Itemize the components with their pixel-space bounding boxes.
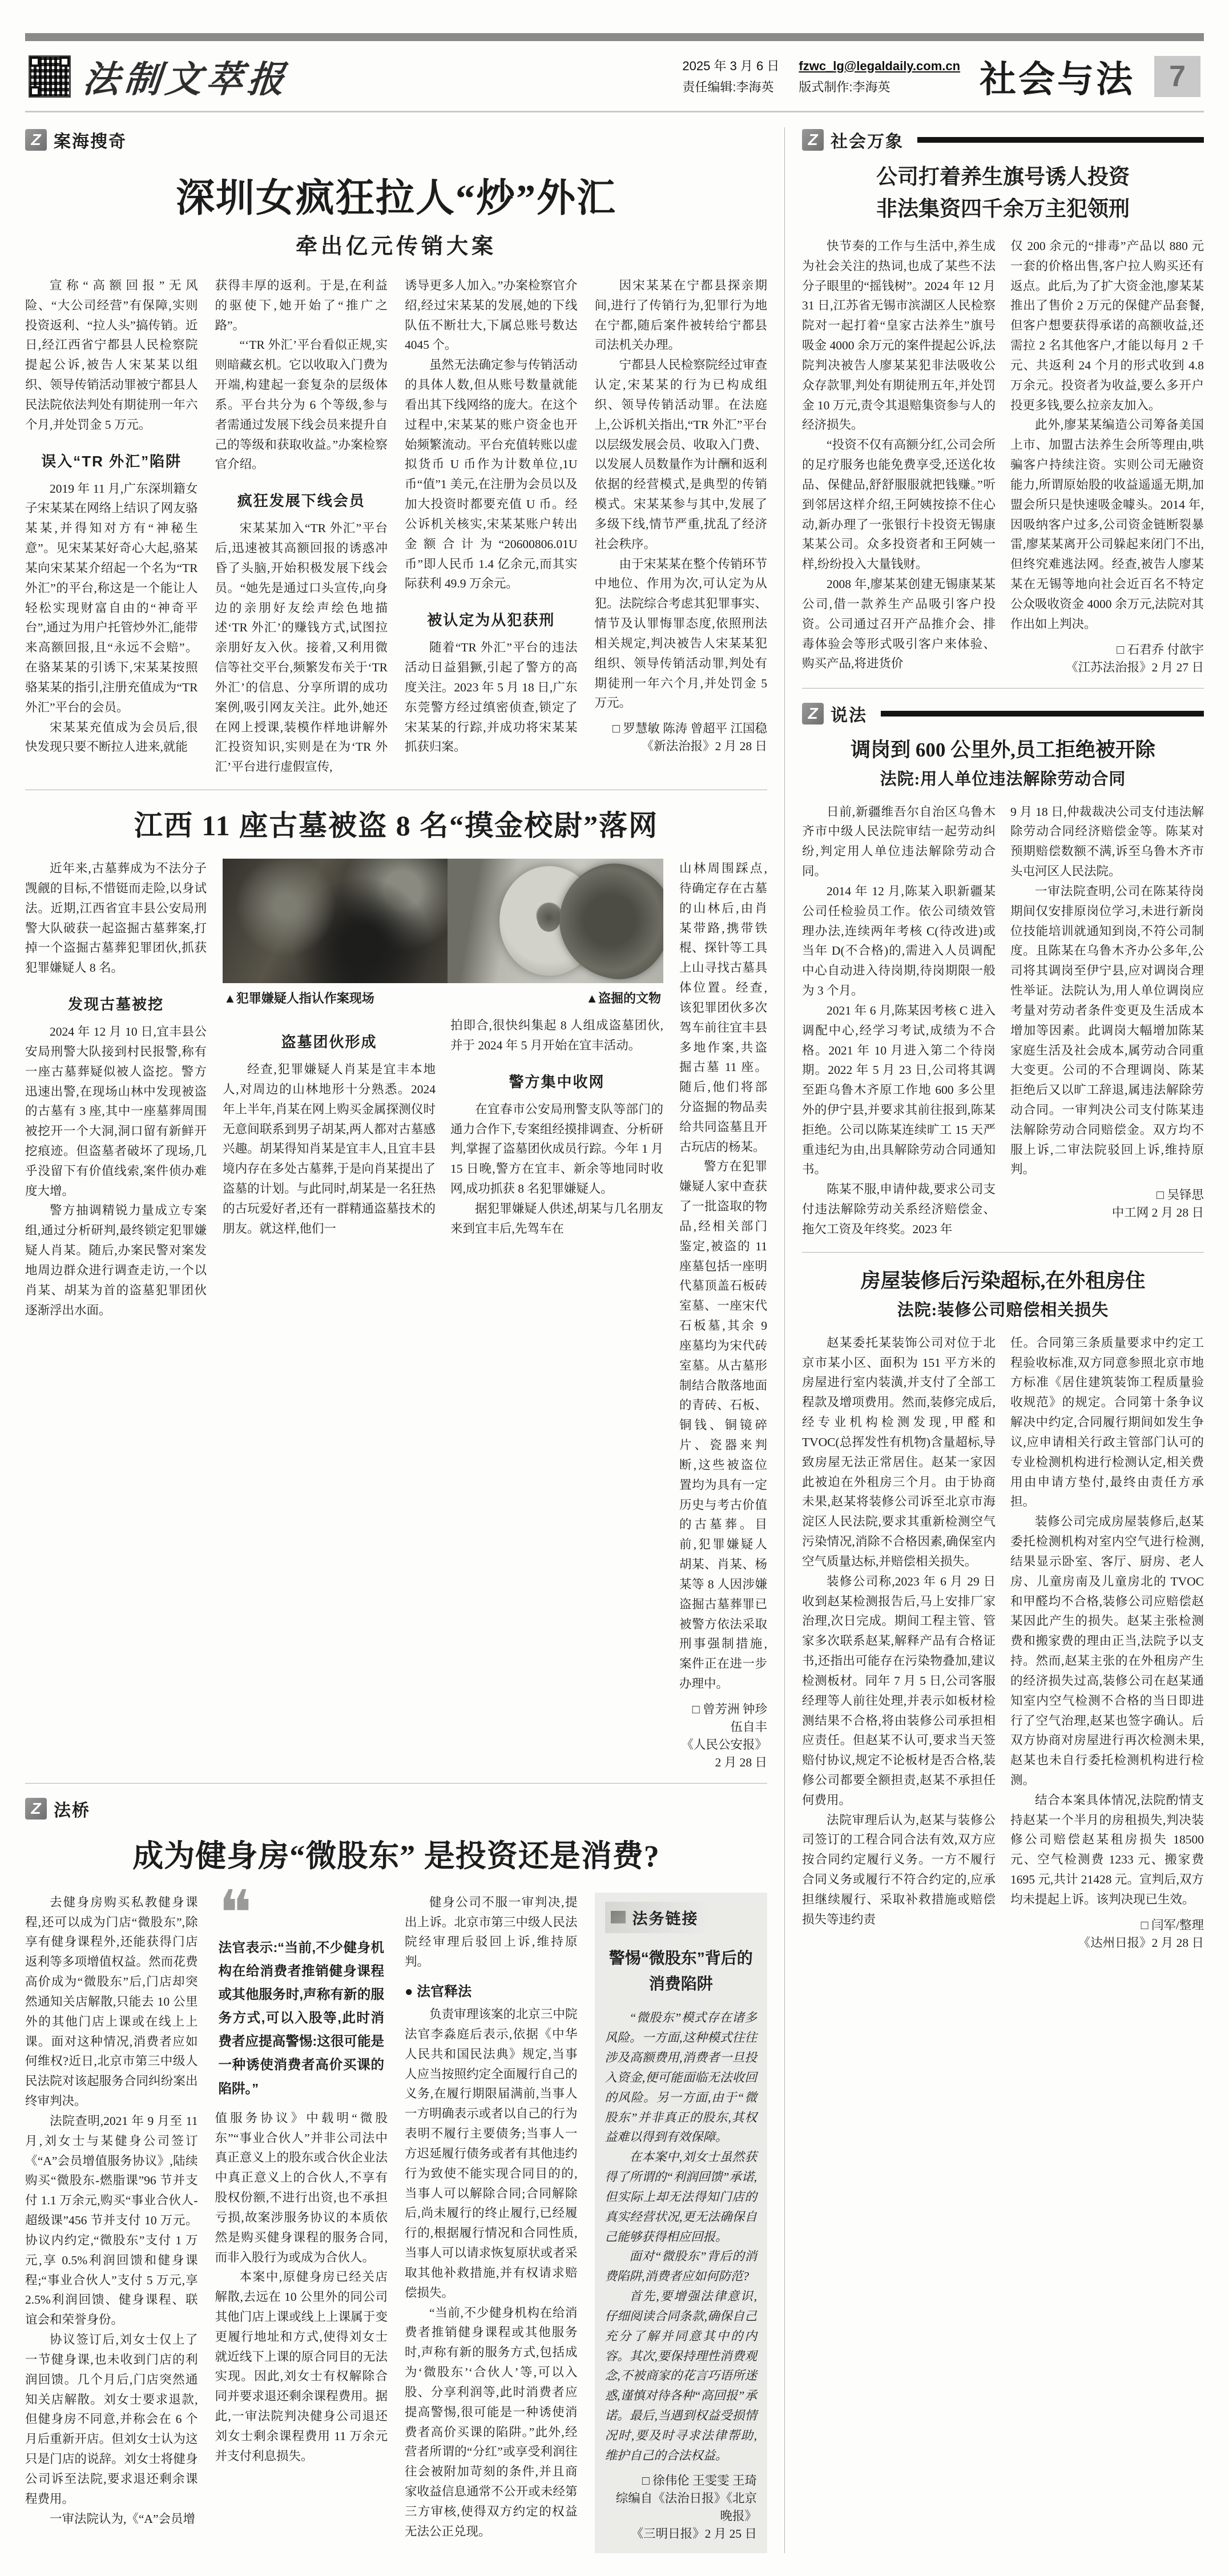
article-c-col-2 — [215, 1878, 388, 2554]
body-paragraph: 诱导更多人加入。”办案检察官介绍,经过宋某某的发展,她的下线队伍不断壮大,下属总账号数达 4045 个。 — [405, 279, 578, 352]
body-paragraph: 因宋某某在宁都县探亲期间,进行了传销行为,犯罪行为地在宁都,随后案件被转给宁都县司法机关办理。 — [594, 279, 767, 352]
section-badge-shehui — [802, 127, 1204, 152]
layout-credit: 版式制作:李海英 — [799, 80, 890, 94]
body-paragraph: “投资不仅有高额分红,公司会所的足疗服务也能免费享受,还送化妆品、保健品,舒舒服服就把钱赚。”听到邻居这样介绍,王阿姨按捺不住心动,新办理了一张银行卡投资无锡康某某公司。众多投资者和王阿姨一样,纷纷投入大量钱财。 — [802, 438, 996, 571]
top-divider-bar — [25, 33, 1204, 41]
issue-info — [682, 55, 779, 98]
article-d-headline-line1: 公司打着养生旗号诱人投资 — [876, 166, 1130, 189]
article-d-col-2 — [1010, 236, 1204, 675]
byline: □ 吴铎思 — [1157, 1188, 1204, 1202]
body-paragraph: 9 月 18 日,仲裁裁决公司支付违法解除劳动合同经济赔偿金等。陈某对预期赔偿数额不满,诉至乌鲁木齐市头屯河区人民法院。 — [1010, 804, 1204, 879]
byline: □ 徐伟伦 王雯雯 王琦 — [642, 2474, 757, 2488]
paper-z-icon: Z — [25, 129, 47, 151]
article-e-headline: 调岗到 600 公里外,员工拒绝被开除 — [851, 738, 1155, 761]
body-paragraph: 宋某某充值成为会员后,很快发现只要不断拉人进来,就能 — [25, 720, 198, 754]
paper-z-icon: Z — [802, 703, 824, 724]
section-badge-label: 案海搜奇 — [54, 132, 127, 151]
divider — [802, 1252, 1204, 1253]
article-wellness-fundraising — [802, 127, 1204, 675]
body-paragraph: 警方在犯罪嫌疑人家中查获了一批盗取的物品,经相关部门鉴定,被盗的 11 座墓包括一座明代墓顶盖石板砖室墓、一座宋代石板墓,其余 9 座墓均为宋代砖室墓。从古墓形制结合散落地面的青砖、石板、铜钱、铜镜碎片、瓷器来判断,这些被盗位置均为具有一定历史与考古价值的古墓葬。目前,犯罪嫌疑人胡某、肖某、杨某等 8 人因涉嫌盗掘古墓葬罪已被警方依法采取刑事强制措施,案件正在进一步办理中。 — [679, 1160, 767, 1690]
photo-caption-left: ▲犯罪嫌疑人指认作案现场 — [224, 991, 374, 1006]
article-renovation-pollution — [802, 1265, 1204, 1951]
source-line: 《人民公安报》2 月 28 日 — [681, 1737, 767, 1769]
body-paragraph: 宣称“高额回报”无风险、“大公司经营”有保障,实则投资返利、“拉人头”搞传销。近日,经江西省宁都县人民检察院提起公诉,被告人宋某某以组织、领导传销活动罪被宁都县人民法院依法判处有期徒刑一年六个月,并处罚金 5 万元。 — [25, 279, 198, 432]
byline: □ 石君乔 付歆宇 — [1117, 642, 1204, 657]
body-paragraph: 2024 年 12 月 10 日,宜丰县公安局刑警大队接到村民报警,称有一座古墓葬疑似被人盗挖。警方迅速出警,在现场山林中发现被盗的古墓有 3 座,其中一座墓葬周围被挖开一个大洞,洞口留有新鲜开挖痕迹。但盗墓者破坏了现场,几乎没留下有价值线索,案件侦办难度大增。 — [25, 1025, 207, 1198]
article-job-transfer — [802, 701, 1204, 1239]
right-region — [784, 127, 1204, 2553]
article-a-col-2 — [215, 276, 388, 777]
article-tomb-raiders — [25, 803, 767, 1770]
article-a-col-4 — [595, 276, 768, 777]
article-e-subtitle: 法院:用人单位违法解除劳动合同 — [880, 770, 1126, 788]
article-b-col-4 — [679, 859, 767, 1770]
body-paragraph: 随着“TR 外汇”平台的违法活动日益猖獗,引起了警方的高度关注。2023 年 5 月 18 日,广东东莞警方经过缜密侦查,锁定了宋某某的行踪,并成功将宋某某抓获归案。 — [405, 641, 578, 754]
article-e-col-2 — [1010, 802, 1204, 1239]
body-paragraph: 结合本案具体情况,法院酌情支持赵某一个半月的房租损失,判决装修公司赔偿赵某租房损失 18500 元、空气检测费 1233 元、搬家费 1695 元,共计 21428 元。宣判后,双方均未提起上诉。该判决现已生效。 — [1010, 1793, 1204, 1906]
news-photos — [223, 859, 663, 983]
photo-caption-right: ▲盗掘的文物 — [586, 991, 661, 1006]
body-paragraph: 本案中,原健身房已经关店解散,去远在 10 公里外的同公司其他门店上课或线上上课属于变更履行地址和方式,使得刘女士就近线下上课的原合同目的无法实现。因此,刘女士有权解除合同并要求退还剩余课程费用。据此,一审法院判决健身公司退还刘女士剩余课程费用 11 万余元并支付利息损失。 — [215, 2270, 388, 2463]
body-paragraph: 健身公司不服一审判决,提出上诉。北京市第三中级人民法院经审理后驳回上诉,维持原判。 — [405, 1895, 578, 1969]
divider — [25, 1783, 767, 1784]
body-paragraph: 山林周围踩点,待确定存在古墓的山林后,由肖某带路,携带铁棍、探针等工具上山寻找古墓具体位置。经查,该犯罪团伙多次驾车前往宜丰县多地作案,共盗掘古墓 11 座。随后,他们将部分盗掘的物品卖给共同盗墓且开古玩店的杨某。 — [679, 862, 767, 1154]
legal-link-header — [605, 1902, 757, 1933]
body-paragraph: 任。合同第三条质量要求中约定工程验收标准,双方同意参照北京市地方标准《居住建筑装饰工程质量验收规范》的规定。合同第十条争议解决中约定,合同履行期间如发生争议,应申请相关行政主管部门认可的专业检测机构进行检测认定,相关费用由申请方垫付,最终由责任方承担。 — [1010, 1335, 1204, 1509]
byline: □ 闫军/整理 — [1141, 1918, 1204, 1932]
body-paragraph: 2014 年 12 月,陈某入职新疆某公司任检验员工作。依公司绩效管理办法,连续两年考核 C(待改进)或当年 D(不合格)的,需进入人员调配中心自动进入待岗期,待岗期限一般为 3 个月。 — [802, 884, 996, 998]
body-paragraph: 据犯罪嫌疑人供述,胡某与几名朋友来到宜丰后,先驾车在 — [450, 1201, 663, 1235]
section-badge-faqiao — [25, 1796, 767, 1821]
section-title: 社会与法 — [980, 59, 1135, 100]
article-a-subhead: 牵出亿元传销大案 — [295, 235, 497, 259]
contact-info — [799, 55, 960, 98]
body-paragraph: 日前,新疆维吾尔自治区乌鲁木齐市中级人民法院审结一起劳动纠纷,判定用人单位违法解除劳动合同。 — [802, 804, 996, 879]
body-paragraph: 装修公司完成房屋装修后,赵某委托检测机构对室内空气进行检测,结果显示卧室、客厅、厨房、老人房、儿童房南及儿童房北的 TVOC 和甲醛均不合格,装修公司应赔偿赵某因此产生的损失。赵某主张检测费和搬家费的理由正当,法院予以支持。然而,赵某主张的在外租房产生的经济损失过高,装修公司在赵某通知室内空气检测不合格的当日即进行了空气治理,赵某也签字确认。后双方协商对房屋进行再次检测未果,赵某也未自行委托检测机构进行检测。 — [1010, 1515, 1204, 1787]
article-a-col-1 — [25, 276, 198, 777]
crime-scene-photo — [223, 859, 448, 983]
article-a-col-3 — [405, 276, 578, 777]
article-f-subtitle: 法院:装修公司赔偿相关损失 — [897, 1301, 1109, 1319]
byline: □ 罗慧敏 陈涛 曾超平 江国稳 — [613, 722, 767, 736]
article-b-col-2 — [223, 1016, 436, 1238]
section-badge-label: 说法 — [831, 706, 867, 725]
left-region — [25, 127, 784, 2553]
article-b-middle — [223, 859, 663, 1770]
column-subhead: 发现古墓被挖 — [67, 996, 164, 1013]
body-paragraph: 仅 200 余元的“排毒”产品以 880 元一套的价格出售,客户拉人购买还有返点。此后,为了扩大资金池,廖某某推出了售价 2 万元的保健产品套餐,但客户想要获得承诺的高额收益,还需拉 2 名其他客户,才能以每月 2 千元、共返利 24 个月的形式收到 4.8 万余元。投资者为收益,要么多开户投更多钱,要么拉亲友加入。 — [1010, 239, 1204, 412]
body-paragraph: 虽然无法确定参与传销活动的具体人数,但从账号数量就能看出其下线网络的庞大。在这个过程中,宋某某的账户资金也开始频繁流动。平台充值转账以虚拟货币 U 币作为计数单位,1U 币“值”1 美元,在注册为会员以及加大投资时都要充值 U 币。经公诉机关核实,宋某某账户转出金额合计为“20600806.01U 币”即人民币 1.4 亿余元,而其实际获利 49.9 万余元。 — [405, 358, 578, 591]
body-paragraph: 值服务协议》中载明“微股东”“事业合伙人”并非公司法中真正意义上的股东或合伙企业法中真正意义上的合伙人,不享有股权份额,不进行出资,也不承担亏损,故案涉服务协议的本质依然是购买健身课程的服务合同,而非入股行为或成为合伙人。 — [215, 2111, 388, 2264]
body-paragraph: 首先,要增强法律意识,仔细阅读合同条款,确保自己充分了解并同意其中的内容。其次,要保持理性消费观念,不被商家的花言巧语所迷惑,谨慎对待各种“高回报”承诺。最后,当遇到权益受损情况时,要及时寻求法律帮助,维护自己的合法权益。 — [605, 2289, 757, 2462]
byline: □ 曾芳洲 钟珍 伍自丰 — [692, 1702, 767, 1734]
article-b-col-1 — [25, 859, 207, 1770]
body-paragraph: 法院查明,2021 年 9 月至 11 月,刘女士与某健身公司签订《“A”会员增值服务协议》,陆续购买“微股东-燃脂课”96 节并支付 1.1 万余元,购买“事业合伙人-超级课”456 节并支付 10 万元。协议内约定,“微股东”支付 1 万元,享 0.5%利润回馈和健身课程;“事业合伙人”支付 5 万元,享 2.5%利润回馈、健身课程、联谊会和荣誉身份。 — [25, 2114, 198, 2327]
artifacts-photo — [448, 859, 663, 983]
column-subhead: ● 法官释法 — [405, 1984, 472, 2000]
paper-z-icon: Z — [25, 1798, 47, 1820]
paper-z-icon: Z — [802, 129, 824, 151]
source-line: 《新法治报》2 月 28 日 — [641, 739, 767, 754]
column-subhead: 疯狂发展下线会员 — [237, 492, 365, 510]
paper-title: 法制文萃报 — [81, 59, 291, 100]
body-paragraph: 宋某某加入“TR 外汇”平台后,迅速被其高额回报的诱惑冲昏了头脑,开始积极发展下线会员。“她先是通过口头宣传,向身边的亲朋好友绘声绘色地描述‘TR 外汇’的赚钱方式,试图拉亲朋好友入伙。接着,又利用微信等社交平台,频繁发布关于‘TR 外汇’的信息、分享所谓的成功案例,吸引网友关注。此外,她还在网上授课,装模作样地讲解外汇投资知识,实则是在为‘TR 外汇’平台进行虚假宣传, — [215, 521, 388, 774]
body-paragraph: 经查,犯罪嫌疑人肖某是宜丰本地人,对周边的山林地形十分熟悉。2024 年上半年,肖某在网上购买金属探测仪时无意间联系到男子胡某,两人都对古墓感兴趣。胡某得知肖某是宜丰人,且宜丰县境内存在多处古墓葬,于是向肖某提出了盗墓的计划。与此同时,胡某是一名狂热的古玩爱好者,还有一群精通盗墓技术的朋友。就这样,他们一 — [223, 1062, 436, 1235]
article-b-col-3 — [450, 1016, 663, 1238]
body-paragraph: 装修公司称,2023 年 6 月 29 日收到赵某检测报告后,马上安排厂家治理,次日完成。期间工程主管、管家多次联系赵某,解释产品有合格证书,还指出可能存在污染物叠加,建议检测板材。同年 7 月 5 日,公司客服经理等人前往处理,并表示如板材检测结果不合格,将由装修公司承担相应责任。但赵某不认可,要求当天签赔付协议,规定不论板材是否合格,装修公司都要全额担责,赵某不承担任何费用。 — [802, 1574, 996, 1807]
legal-link-label: 法务链接 — [632, 1910, 699, 1927]
body-paragraph: 2021 年 6 月,陈某因考核 C 进入调配中心,经学习考试,成绩为不合格。2021 年 10 月进入第二个待岗期。2022 年 5 月 23 日,公司将其调至距乌鲁木齐原工作地 600 多公里外的伊宁县,并要求其前往报到,陈某拒绝。公司以陈某连续旷工 15 天严重违纪为由,出具解除劳动合同通知书。 — [802, 1003, 996, 1177]
page-number: 7 — [1154, 56, 1200, 97]
body-paragraph: 宁都县人民检察院经过审查认定,宋某某的行为已构成组织、领导传销活动罪。在法庭上,公诉机关指出,“TR 外汇”平台以层级发展会员、收取入门费、以发展人员数量作为计酬和返利依据的经营模式,是典型的传销模式。宋某某参与其中,发展了多级下线,情节严重,扰乱了经济社会秩序。 — [594, 358, 767, 551]
badge-rule-bar — [881, 711, 1204, 717]
article-a-headline: 深圳女疯狂拉人“炒”外汇 — [175, 176, 616, 220]
source-line: 综编自《法治日报》《北京晚报》 — [615, 2492, 757, 2523]
body-paragraph: 赵某委托某装饰公司对位于北京市某小区、面积为 151 平方米的房屋进行室内装潢,并支付了全部工程款及增项费用。然而,装修完成后,经专业机构检测发现,甲醛和 TVOC(总挥发性有机物)含量超标,导致房屋无法正常居住。赵某一家因此被迫在外租房三个月。由于协商未果,赵某将装修公司诉至北京市海淀区人民法院,要求其重新检测空气污染情况,消除不合格因素,确保室内空气质量达标,并赔偿相关损失。 — [802, 1335, 996, 1568]
column-subhead: 盗墓团伙形成 — [281, 1033, 377, 1051]
body-paragraph: 快节奏的工作与生活中,养生成为社会关注的热词,也成了某些不法分子眼里的“摇钱树”。2024 年 12 月 31 日,江苏省无锡市滨湖区人民检察院对一起打着“皇家古法养生”旗号吸金 4000 余万元的案件提起公诉,法院判决被告人廖某某犯非法吸收公众存款罪,判处有期徒刑五年,并处罚金 10 万元,责令其退赔集资参与人的经济损失。 — [802, 239, 996, 432]
body-paragraph: 在本案中,刘女士虽然获得了所谓的“利润回馈”承诺,但实际上却无法得知门店的真实经营状况,更无法确保自己能够获得相应回报。 — [605, 2150, 757, 2244]
email-link[interactable]: fzwc_lg@legaldaily.com.cn — [799, 58, 961, 73]
legal-link-title: 警惕“微股东”背后的消费陷阱 — [609, 1949, 753, 1993]
body-paragraph: 此外,廖某某编造公司筹备美国上市、加盟古法养生会所等理由,哄骗客户持续注资。实则公司无融资能力,所谓原始股的收益遥遥无期,加盟会所只是快速吸金噱头。2014 年,因吸纳客户过多,公司资金链断裂暴雷,廖某某离开公司躲起来闭门不出,但终究难逃法网。经查,被告人廖某某在无锡等地向社会近百名不特定公众吸收资金 4000 余万元,法院对其作出如上判决。 — [1010, 418, 1204, 631]
column-subhead: 误入“TR 外汇”陷阱 — [41, 452, 182, 470]
body-paragraph: “当前,不少健身机构在给消费者推销健身课程或其他服务时,声称有新的服务方式,包括成为‘微股东’‘合伙人’等,可以入股、分享利润等,此时消费者应提高警惕,很可能是一种诱使消费者高价买课的陷阱。”此外,经营者所谓的“分红”或享受利润往往会被附加苛刻的条件,并且商家收益信息通常不公开或未经第三方审核,使得双方约定的权益无法公正兑现。 — [405, 2305, 578, 2538]
pull-quote-text: 法官表示:“当前,不少健身机构在给消费者推销健身课程或其他服务时,声称有新的服务方式,可以入股等,此时消费者应提高警惕:这很可能是一种诱使消费者高价买课的陷阱。” — [218, 1939, 384, 2096]
body-paragraph: 近年来,古墓葬成为不法分子觊觎的目标,不惜铤而走险,以身试法。近期,江西省宜丰县公安局刑警大队破获一起盗掘古墓葬案,打掉一个盗掘古墓葬犯罪团伙,抓获犯罪嫌疑人 8 名。 — [25, 862, 207, 975]
column-subhead: 警方集中收网 — [509, 1073, 605, 1090]
body-paragraph: 一审法院认为,《“A”会员增 — [50, 2511, 195, 2526]
body-paragraph: 在宜春市公安局刑警支队等部门的通力合作下,专案组经摸排调查、分析研判,掌握了盗墓团伙成员行踪。今年 1 月 15 日晚,警方在宜丰、新余等地同时收网,成功抓获 8 名犯罪嫌疑人。 — [450, 1102, 663, 1196]
body-paragraph: 法院审理后认为,赵某与装修公司签订的工程合同合法有效,双方应按合同约定履行义务。一方不履行合同义务或履行不符合约定的,应承担继续履行、采取补救措施或赔偿损失等违约责 — [802, 1813, 996, 1926]
article-f-headline: 房屋装修后污染超标,在外租房住 — [860, 1269, 1146, 1292]
article-c-headline: 成为健身房“微股东” 是投资还是消费? — [132, 1838, 660, 1873]
source-line: 《达州日报》2 月 28 日 — [1078, 1935, 1204, 1950]
source-line: 《三明日报》2 月 25 日 — [631, 2527, 757, 2541]
body-paragraph: 拍即合,很快纠集起 8 人组成盗墓团伙,并于 2024 年 5 月开始在宜丰活动。 — [450, 1019, 663, 1052]
body-paragraph: 负责审理该案的北京三中院法官李淼庭后表示,依据《中华人民共和国民法典》规定,当事人应当按照约定全面履行自己的义务,在履行期限届满前,当事人一方明确表示或者以自己的行为表明不履行主要债务;当事人一方迟延履行债务或者有其他违约行为致使不能实现合同目的的,当事人可以解除合同;合同解除后,尚未履行的终止履行,已经履行的,根据履行情况和合同性质,当事人可以请求恢复原状或者采取其他补救措施,并有权请求赔偿损失。 — [405, 2007, 578, 2300]
body-paragraph: 陈某不服,申请仲裁,要求公司支付违法解除劳动关系经济赔偿金、拖欠工资及年终奖。2023 年 — [802, 1182, 996, 1236]
section-badge-label: 社会万象 — [831, 132, 904, 151]
body-paragraph: 面对“微股东”背后的消费陷阱,消费者应如何防范? — [605, 2249, 757, 2284]
article-pyramid-scheme — [25, 127, 767, 777]
square-bullet-icon — [611, 1911, 626, 1923]
body-paragraph: “微股东”模式存在诸多风险。一方面,这种模式往往涉及高额费用,消费者一旦投入资金,便可能面临无法收回的风险。另一方面,由于“微股东”并非真正的股东,其权益难以得到有效保障。 — [605, 2011, 757, 2144]
article-b-headline: 江西 11 座古墓被盗 8 名“摸金校尉”落网 — [134, 810, 659, 842]
column-subhead: 被认定为从犯获刑 — [427, 611, 555, 629]
article-f-col-1 — [802, 1333, 996, 1951]
quote-mark-icon: ❝ — [218, 1878, 252, 1949]
section-badge-anhai — [25, 127, 767, 152]
article-e-col-1 — [802, 802, 996, 1239]
body-paragraph: 2008 年,廖某某创建无锡康某某公司,借一款养生产品吸引客户投资。公司通过召开产品推介会、排毒体验会等形式吸引客户来体验、购买产品,将进货价 — [802, 577, 996, 671]
source-line: 《江苏法治报》2 月 27 日 — [1066, 660, 1204, 674]
section-badge-shuofa — [802, 701, 1204, 726]
body-paragraph: 获得丰厚的返利。于是,在利益的驱使下,她开始了“推广之路”。 — [215, 279, 388, 332]
legal-link-box — [595, 1893, 768, 2554]
body-paragraph: “‘TR 外汇’平台看似正规,实则暗藏玄机。它以收取入门费为开端,构建起一套复杂的层级体系。平台共分为 6 个等级,参与者需通过发展下线会员来提升自己的等级和获取收益。”办案检察官介绍。 — [215, 338, 388, 472]
issue-date: 2025 年 3 月 6 日 — [682, 58, 780, 73]
article-f-col-2 — [1010, 1333, 1204, 1951]
body-paragraph: 一审法院查明,公司在陈某待岗期间仅安排原岗位学习,未进行新岗位技能培训就通知到岗,不符公司制度。且陈某在乌鲁木齐办公多年,公司将其调岗至伊宁县,应对调岗合理性举证。法院认为,用人单位调岗应考量对劳动者条件变更及生活成本增加等因素。此调岗大幅增加陈某家庭生活及社会成本,属劳动合同重大变更。公司的不合理调岗、陈某拒绝后又以旷工辞退,属违法解除劳动合同。一审判决公司支付陈某违法解除劳动合同赔偿金。双方均不服上诉,二审法院驳回上诉,维持原判。 — [1010, 884, 1204, 1177]
body-paragraph: 2019 年 11 月,广东深圳籍女子宋某某在网络上结识了网友骆某某,并得知对方有“神秘生意”。见宋某某好奇心大起,骆某某向宋某某介绍起一个名为“TR 外汇”的平台,称这是一个能让人轻松实现财富自由的“神奇平台”,通过为用户托管炒外汇,能带来高额回报,且“永远不会赔”。在骆某某的引诱下,宋某某按照骆某某的指引,注册充值成为“TR 外汇”平台的会员。 — [25, 481, 198, 714]
legal-link-body — [605, 2008, 757, 2542]
masthead — [25, 41, 1204, 112]
section-badge-label: 法桥 — [54, 1801, 90, 1820]
body-paragraph: 去健身房购买私教健身课程,还可以成为门店“微股东”,除享有健身课程外,还能获得门店返利等多项增值权益。然而花费高价成为“微股东”后,门店却突然通知关店解散,只能去 10 公里外的其他门店上课或在线上上课。面对这种情况,消费者应如何维权?近日,北京市第三中级人民法院对该起服务合同纠纷案出终审判决。 — [25, 1895, 198, 2108]
source-line: 中工网 2 月 28 日 — [1111, 1206, 1204, 1220]
badge-rule-bar — [917, 137, 1204, 143]
qr-code — [29, 55, 71, 98]
pull-quote — [215, 1878, 388, 2108]
article-d-headline-line2: 非法集资四千余万主犯领刑 — [876, 197, 1130, 221]
article-d-col-1 — [802, 236, 996, 675]
body-paragraph: 协议签订后,刘女士仅上了一节健身课,也未收到门店的利润回馈。几个月后,门店突然通知关店解散。刘女士要求退款,但健身房不同意,并称会在 6 个月后重新开店。但刘女士认为这只是门店的说辞。刘女士将健身公司诉至法院,要求退还剩余课程费用。 — [25, 2333, 198, 2506]
article-gym-shareholder — [25, 1796, 767, 2554]
divider — [802, 688, 1204, 689]
body-paragraph: 由于宋某某在整个传销环节中地位、作用为次,可认定为从犯。法院综合考虑其犯罪事实、情节及认罪悔罪态度,依照刑法相关规定,判决被告人宋某某犯组织、领导传销活动罪,判处有期徒刑一年六个月,并处罚金 5 万元。 — [594, 557, 767, 710]
body-paragraph: 警方抽调精锐力量成立专案组,通过分析研判,最终锁定犯罪嫌疑人肖某。随后,办案民警对案发地周边群众进行调查走访,一个以肖某、胡某为首的盗墓犯罪团伙逐渐浮出水面。 — [25, 1204, 207, 1317]
article-c-col-3 — [405, 1893, 578, 2554]
article-c-col-1 — [25, 1893, 198, 2554]
editor-credit: 责任编辑:李海英 — [682, 80, 774, 94]
article-d-headline — [802, 162, 1204, 225]
